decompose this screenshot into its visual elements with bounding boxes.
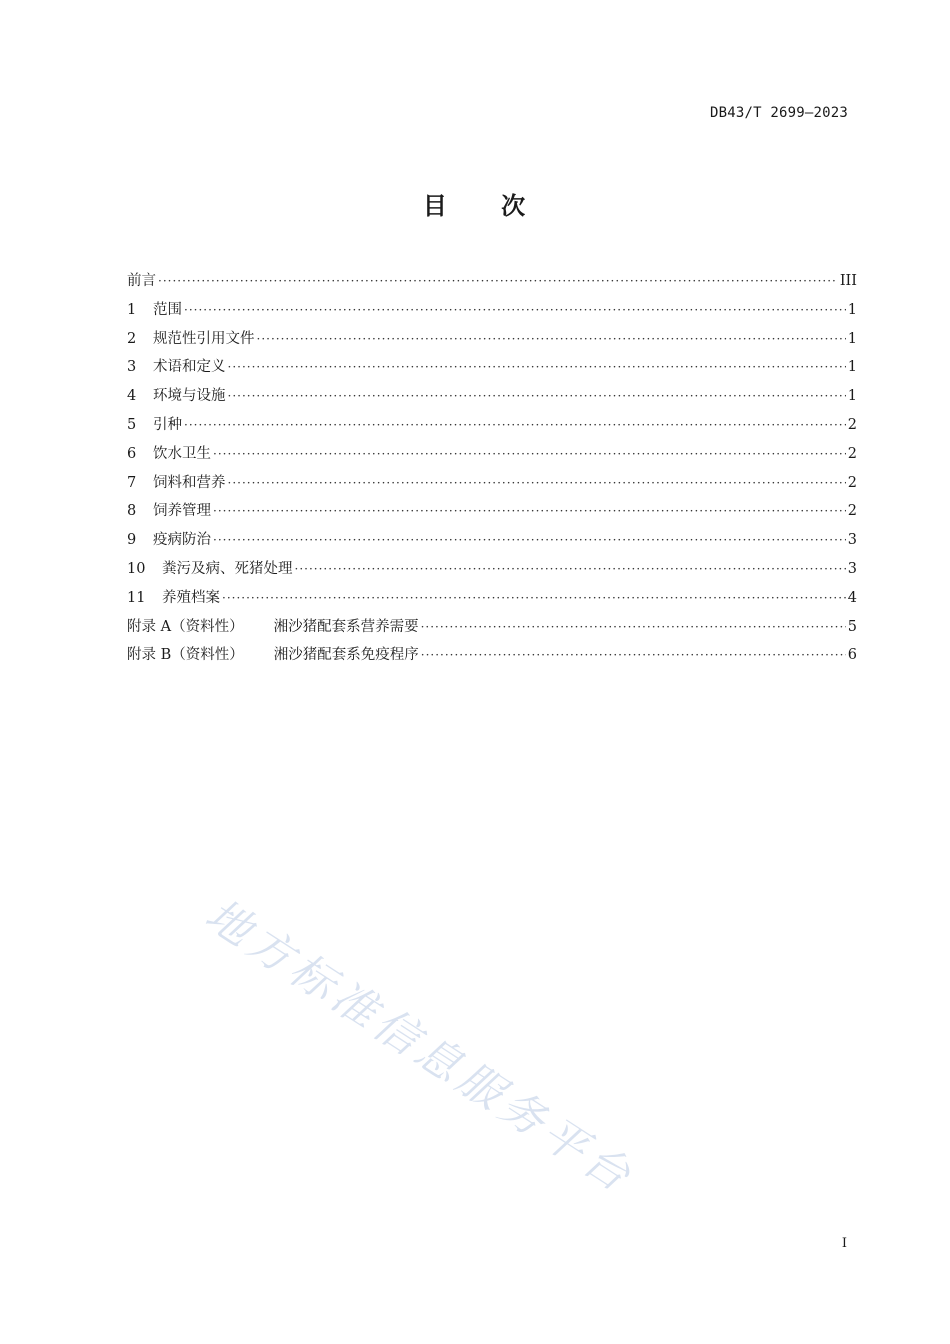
toc-entry-label: 环境与设施 bbox=[153, 388, 226, 405]
document-code: DB43/T 2699—2023 bbox=[709, 105, 848, 121]
toc-entry-number: 4 bbox=[127, 388, 137, 405]
toc-leader-dots bbox=[213, 526, 846, 555]
toc-entry-label: 范围 bbox=[153, 301, 182, 318]
toc-entry-10[interactable] bbox=[127, 555, 857, 584]
toc-leader-dots bbox=[295, 555, 846, 584]
toc-entry-label: 引种 bbox=[153, 416, 182, 433]
toc-list bbox=[127, 267, 857, 670]
appendix-designation: 附录 A（资料性） bbox=[127, 618, 244, 635]
toc-entry-label: 饮水卫生 bbox=[153, 445, 211, 462]
toc-entry-number: 8 bbox=[127, 503, 137, 520]
toc-entry-number: 6 bbox=[127, 445, 137, 462]
toc-leader-dots bbox=[184, 296, 846, 325]
toc-entry-11[interactable] bbox=[127, 584, 857, 613]
toc-entry-page: 3 bbox=[847, 560, 857, 577]
appendix-designation: 附录 B（资料性） bbox=[127, 647, 244, 664]
toc-entry-label: 粪污及病、死猪处理 bbox=[162, 560, 293, 577]
toc-entry-page: 2 bbox=[847, 474, 857, 491]
appendix-title: 湘沙猪配套系营养需要 bbox=[273, 618, 419, 635]
toc-leader-dots bbox=[257, 325, 846, 354]
toc-entry-3[interactable] bbox=[127, 353, 857, 382]
toc-entry-page: 1 bbox=[847, 301, 857, 318]
toc-entry-page: 1 bbox=[847, 388, 857, 405]
toc-entry-4[interactable] bbox=[127, 382, 857, 411]
toc-entry-page: 2 bbox=[847, 503, 857, 520]
toc-entry-page: III bbox=[839, 273, 857, 289]
page-number: I bbox=[841, 1236, 847, 1251]
toc-entry-label: 疫病防治 bbox=[153, 532, 211, 549]
toc-entry-number: 7 bbox=[127, 474, 137, 491]
toc-leader-dots bbox=[222, 584, 846, 613]
toc-leader-dots bbox=[213, 497, 846, 526]
toc-leader-dots bbox=[184, 411, 846, 440]
toc-entry-appendix-a[interactable] bbox=[127, 613, 857, 642]
toc-leader-dots bbox=[228, 353, 846, 382]
toc-entry-6[interactable] bbox=[127, 440, 857, 469]
toc-entry-appendix-b[interactable] bbox=[127, 641, 857, 670]
toc-entry-label: 饲料和营养 bbox=[153, 474, 226, 491]
toc-leader-dots bbox=[213, 440, 846, 469]
toc-entry-2[interactable] bbox=[127, 325, 857, 354]
toc-entry-number: 2 bbox=[127, 330, 137, 347]
toc-entry-preface[interactable] bbox=[127, 267, 857, 296]
toc-entry-label: 规范性引用文件 bbox=[153, 330, 255, 347]
toc-entry-label: 前言 bbox=[127, 273, 156, 289]
toc-entry-7[interactable] bbox=[127, 469, 857, 498]
toc-entry-5[interactable] bbox=[127, 411, 857, 440]
toc-entry-page: 4 bbox=[847, 589, 857, 606]
toc-entry-number: 5 bbox=[127, 416, 137, 433]
toc-entry-page: 5 bbox=[847, 618, 857, 635]
toc-entry-page: 1 bbox=[847, 359, 857, 376]
toc-entry-label: 养殖档案 bbox=[162, 589, 220, 606]
toc-entry-page: 1 bbox=[847, 330, 857, 347]
toc-entry-page: 2 bbox=[847, 445, 857, 462]
toc-leader-dots bbox=[421, 613, 846, 642]
toc-leader-dots bbox=[228, 382, 846, 411]
toc-entry-8[interactable] bbox=[127, 497, 857, 526]
toc-entry-page: 6 bbox=[847, 647, 857, 664]
watermark: 地方标准信息服务平台 bbox=[196, 889, 644, 1205]
toc-entry-1[interactable] bbox=[127, 296, 857, 325]
toc-entry-label bbox=[127, 613, 419, 642]
toc-leader-dots bbox=[158, 267, 838, 296]
toc-entry-label bbox=[127, 641, 419, 670]
toc-title: 目 次 bbox=[422, 192, 528, 220]
toc-entry-number: 9 bbox=[127, 532, 137, 549]
toc-entry-label: 饲养管理 bbox=[153, 503, 211, 520]
toc-entry-number: 1 bbox=[127, 301, 137, 318]
toc-leader-dots bbox=[228, 469, 846, 498]
toc-entry-number: 11 bbox=[127, 589, 146, 606]
toc-entry-page: 3 bbox=[847, 532, 857, 549]
toc-entry-number: 10 bbox=[127, 560, 146, 577]
appendix-title: 湘沙猪配套系免疫程序 bbox=[273, 647, 419, 664]
toc-entry-number: 3 bbox=[127, 359, 137, 376]
toc-entry-page: 2 bbox=[847, 416, 857, 433]
toc-leader-dots bbox=[421, 641, 846, 670]
toc-entry-9[interactable] bbox=[127, 526, 857, 555]
toc-entry-label: 术语和定义 bbox=[153, 359, 226, 376]
